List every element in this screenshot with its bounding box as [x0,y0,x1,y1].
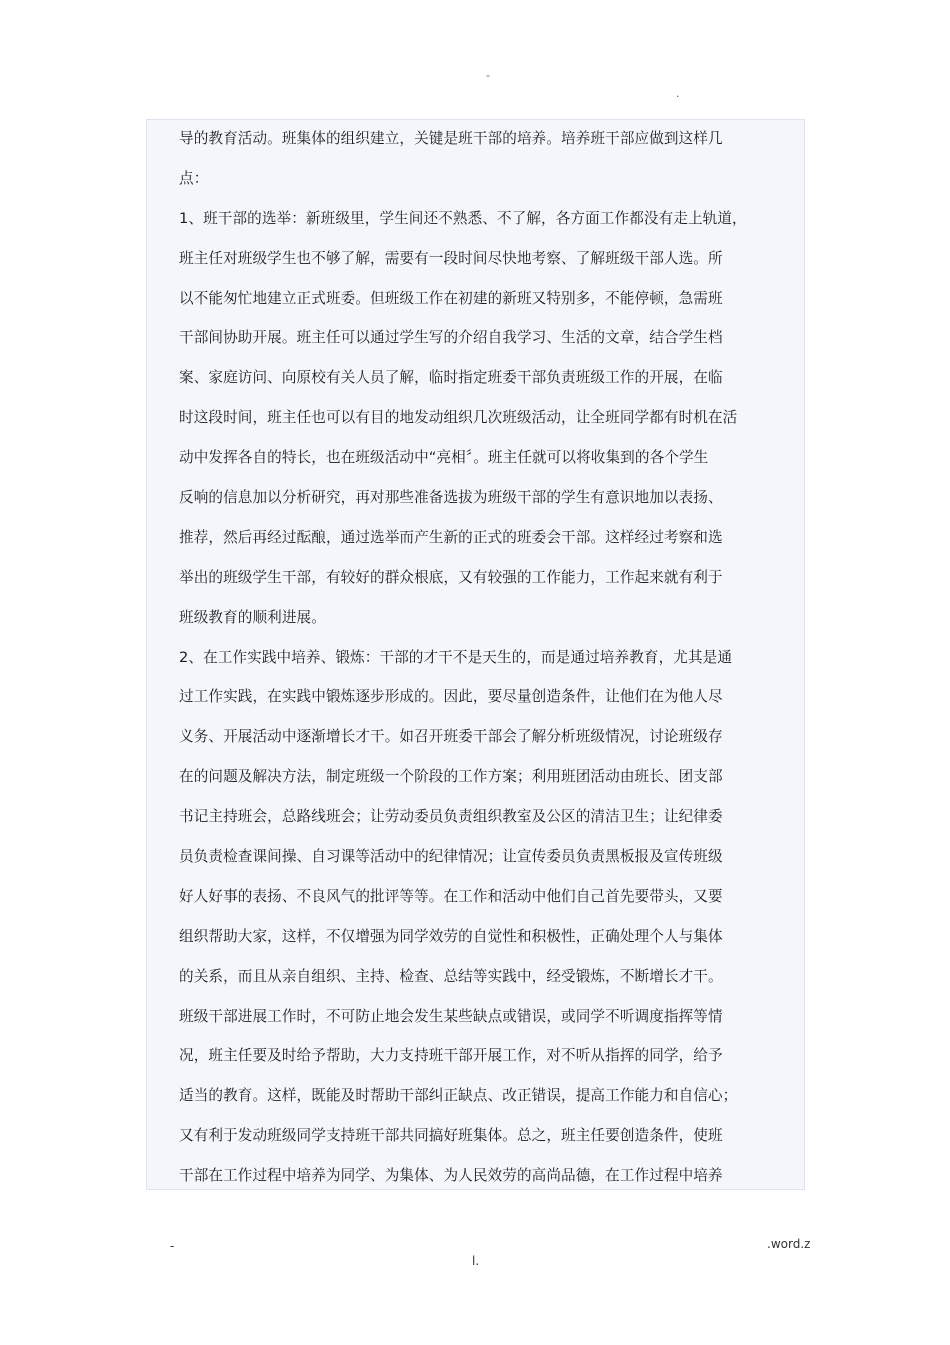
text-line: 的关系，而且从亲自组织、主持、检查、总结等实践中，经受锻炼，不断增长才干。 [179,967,723,985]
text-line: 案、家庭访问、向原校有关人员了解，临时指定班委干部负责班级工作的开展，在临 [179,369,723,387]
text-line: 动中发挥各自的特长，也在班级活动中“亮相〞。班主任就可以将收集到的各个学生 [179,449,709,467]
text-line: 干部间协助开展。班主任可以通过学生写的介绍自我学习、生活的文章，结合学生档 [179,329,723,347]
text-line: 1、班干部的选举：新班级里，学生间还不熟悉、不了解，各方面工作都没有走上轨道， [179,209,747,227]
text-line: 反响的信息加以分析研究，再对那些准备选拔为班级干部的学生有意识地加以表扬、 [179,489,723,507]
text-line: 况，班主任要及时给予帮助，大力支持班干部开展工作，对不听从指挥的同学，给予 [179,1047,723,1065]
text-line: 书记主持班会，总路线班会；让劳动委员负责组织教室及公区的清洁卫生；让纪律委 [179,808,723,826]
footer-source-text: .word.z [767,1237,811,1251]
text-line: 班级教育的顺利进展。 [179,608,326,626]
page-number: l. [472,1254,480,1268]
text-line: 适当的教育。这样，既能及时帮助干部纠正缺点、改正错误，提高工作能力和自信心； [179,1087,738,1105]
footer-left-mark: - [170,1239,175,1253]
text-line: 好人好事的表扬、不良风气的批评等等。在工作和活动中他们自己首先要带头，又要 [179,887,723,905]
text-line: 在的问题及解决方法，制定班级一个阶段的工作方案；利用班团活动由班长、团支部 [179,768,723,786]
document-body [146,119,805,1190]
text-line: 又有利于发动班级同学支持班干部共同搞好班集体。总之，班主任要创造条件，使班 [179,1127,723,1145]
text-line: 时这段时间，班主任也可以有目的地发动组织几次班级活动，让全班同学都有时机在活 [179,409,738,427]
header-dot-mark: . [676,87,680,100]
text-lines [179,124,779,1190]
text-line: 2、在工作实践中培养、锻炼：干部的才干不是天生的，而是通过培养教育，尤其是通 [179,648,733,666]
text-line: 过工作实践，在实践中锻炼逐步形成的。因此，要尽量创造条件，让他们在为他人尽 [179,688,723,706]
header-dash-mark: - [486,69,490,82]
text-line: 班级干部进展工作时，不可防止地会发生某些缺点或错误，或同学不听调度指挥等情 [179,1007,723,1025]
text-line: 点： [179,169,209,187]
text-line: 义务、开展活动中逐渐增长才干。如召开班委干部会了解分析班级情况，讨论班级存 [179,728,723,746]
text-line: 举出的班级学生干部，有较好的群众根底，又有较强的工作能力，工作起来就有利于 [179,568,723,586]
text-line: 员负责检查课间操、自习课等活动中的纪律情况；让宣传委员负责黑板报及宣传班级 [179,848,723,866]
text-line: 组织帮助大家，这样，不仅增强为同学效劳的自觉性和积极性，正确处理个人与集体 [179,927,723,945]
text-line: 班主任对班级学生也不够了解，需要有一段时间尽快地考察、了解班级干部人选。所 [179,249,723,267]
text-line: 干部在工作过程中培养为同学、为集体、为人民效劳的高尚品德，在工作过程中培养 [179,1167,723,1185]
text-line: 以不能匆忙地建立正式班委。但班级工作在初建的新班又特别多，不能停顿，急需班 [179,289,723,307]
text-line: 导的教育活动。班集体的组织建立，关键是班干部的培养。培养班干部应做到这样几 [179,130,723,147]
text-line: 推荐，然后再经过酝酿，通过选举而产生新的正式的班委会干部。这样经过考察和选 [179,528,723,546]
